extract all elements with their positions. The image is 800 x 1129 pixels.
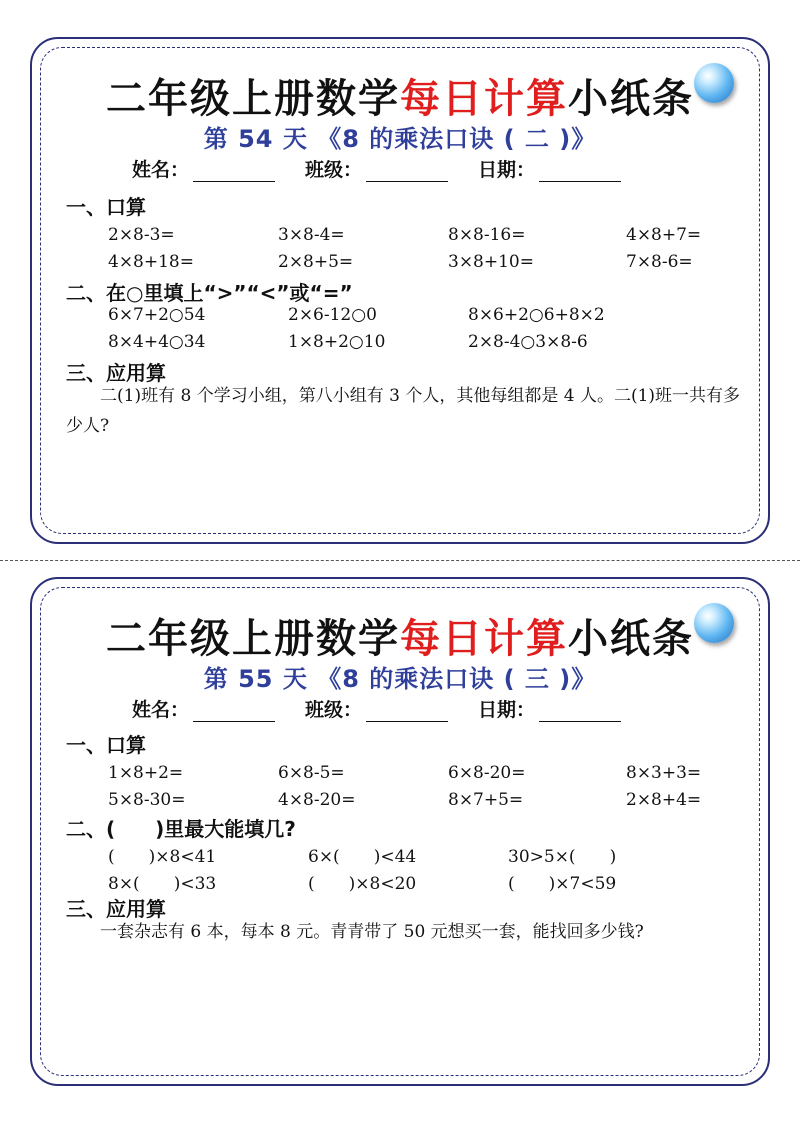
fill-blank-item: ( )×7<59 — [508, 874, 617, 894]
class-label: 班级： — [305, 699, 363, 721]
section-word-problem-title: 三、应用算 — [66, 897, 166, 921]
equation: 4×8+18= — [108, 252, 194, 272]
equation: 4×8-20= — [278, 790, 356, 810]
equation: 5×8-30= — [108, 790, 186, 810]
fill-blank-item: 30>5×( ) — [508, 847, 617, 867]
class-field[interactable] — [305, 695, 448, 722]
compare-item: 1×8+2○10 — [288, 332, 386, 352]
class-blank[interactable] — [366, 162, 448, 182]
equation: 6×8-5= — [278, 763, 345, 783]
equation: 8×8-16= — [448, 225, 526, 245]
title-part-1: 二年级上册数学 — [106, 75, 400, 122]
class-blank[interactable] — [366, 702, 448, 722]
section-compare-title: 二、在○里填上“>”“<”或“=” — [66, 281, 353, 305]
compare-item: 8×4+4○34 — [108, 332, 206, 352]
fill-blank-item: 6×( )<44 — [308, 847, 417, 867]
fill-blank-item: 8×( )<33 — [108, 874, 217, 894]
compare-item: 2×6-12○0 — [288, 305, 377, 325]
date-field[interactable] — [478, 155, 621, 182]
section-mental-math-title: 一、口算 — [66, 733, 146, 757]
equation: 2×8+4= — [626, 790, 702, 810]
equation: 4×8+7= — [626, 225, 702, 245]
class-field[interactable] — [305, 155, 448, 182]
decorative-ball-icon — [694, 603, 734, 643]
date-label: 日期： — [478, 699, 536, 721]
equation: 8×3+3= — [626, 763, 702, 783]
title-part-1: 二年级上册数学 — [106, 615, 400, 662]
title-part-2: 小纸条 — [568, 75, 694, 122]
card-title — [32, 67, 768, 124]
equation: 7×8-6= — [626, 252, 693, 272]
card-subtitle: 第 54 天 《8 的乘法口诀 ( 二 )》 — [203, 125, 597, 153]
equation: 6×8-20= — [448, 763, 526, 783]
student-info-row — [132, 155, 692, 182]
equation: 3×8-4= — [278, 225, 345, 245]
name-field[interactable] — [132, 155, 275, 182]
title-highlight: 每日计算 — [400, 75, 568, 122]
worksheet-card-day54 — [30, 37, 770, 544]
title-part-2: 小纸条 — [568, 615, 694, 662]
section-mental-math-title: 一、口算 — [66, 195, 146, 219]
name-blank[interactable] — [193, 162, 275, 182]
fill-blank-item: ( )×8<41 — [108, 847, 217, 867]
title-highlight: 每日计算 — [400, 615, 568, 662]
cut-line — [0, 560, 800, 561]
word-problem-text: 一套杂志有 6 本，每本 8 元。青青带了 50 元想买一套，能找回多少钱? — [100, 922, 644, 942]
equation: 2×8+5= — [278, 252, 354, 272]
equation: 8×7+5= — [448, 790, 524, 810]
compare-item: 6×7+2○54 — [108, 305, 206, 325]
word-problem-text: 二(1)班有 8 个学习小组，第八小组有 3 个人，其他每组都是 4 人。二(1)班一共有多少人? — [66, 386, 741, 436]
class-label: 班级： — [305, 159, 363, 181]
compare-item: 2×8-4○3×8-6 — [468, 332, 588, 352]
date-field[interactable] — [478, 695, 621, 722]
card-subtitle: 第 55 天 《8 的乘法口诀 ( 三 )》 — [203, 665, 597, 693]
compare-item: 8×6+2○6+8×2 — [468, 305, 605, 325]
date-label: 日期： — [478, 159, 536, 181]
name-field[interactable] — [132, 695, 275, 722]
worksheet-card-day55 — [30, 577, 770, 1086]
fill-blank-item: ( )×8<20 — [308, 874, 417, 894]
name-blank[interactable] — [193, 702, 275, 722]
name-label: 姓名： — [132, 159, 190, 181]
equation: 2×8-3= — [108, 225, 175, 245]
date-blank[interactable] — [539, 702, 621, 722]
section-fill-blank-title: 二、( )里最大能填几? — [66, 817, 296, 841]
name-label: 姓名： — [132, 699, 190, 721]
section-word-problem-title: 三、应用算 — [66, 361, 166, 385]
decorative-ball-icon — [694, 63, 734, 103]
card-title — [32, 607, 768, 664]
student-info-row — [132, 695, 692, 722]
date-blank[interactable] — [539, 162, 621, 182]
equation: 3×8+10= — [448, 252, 534, 272]
equation: 1×8+2= — [108, 763, 184, 783]
